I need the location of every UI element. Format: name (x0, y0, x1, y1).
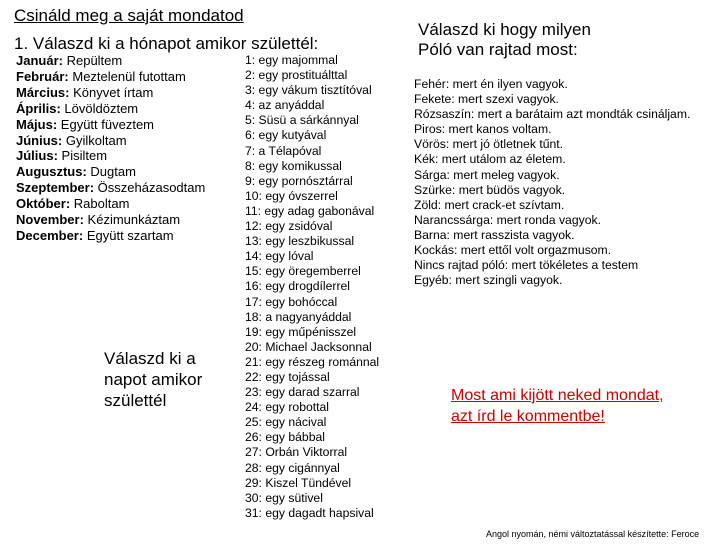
day-item: 25: egy nácival (245, 415, 327, 430)
days-heading-line: születtél (104, 391, 167, 410)
month-text: Lövöldöztem (64, 100, 139, 116)
month-label: Január: (16, 53, 63, 68)
shirts-list (414, 77, 690, 288)
day-item: 19: egy műpénisszel (245, 324, 357, 339)
shirt-heading (418, 20, 591, 60)
day-item: 18: a nagyanyáddal (245, 309, 352, 324)
result-line: azt írd le kommentbe! (451, 408, 605, 425)
month-item (16, 101, 205, 117)
shirt-item: Narancssárga: mert ronda vagyok. (414, 212, 601, 227)
day-item: 11: egy adag gabonával (245, 203, 375, 218)
day-item: 23: egy darad szarral (245, 385, 360, 400)
month-item (16, 85, 205, 101)
day-item: 28: egy cigánnyal (245, 460, 340, 475)
month-text: Kézimunkáztam (87, 212, 181, 228)
month-label: Szeptember: (16, 180, 95, 196)
day-item: 2: egy prostituálttal (245, 68, 348, 83)
month-text: Összeházasodtam (97, 180, 206, 196)
shirt-item: Rózsaszín: mert a barátaim azt mondták csináljam. (414, 107, 691, 122)
month-label: Augusztus: (16, 164, 87, 180)
months-heading: 1. Válaszd ki a hónapot amikor születtél: (14, 34, 319, 53)
month-item (16, 212, 205, 228)
day-item: 8: egy komikussal (245, 158, 342, 173)
day-item: 31: egy dagadt hapsival (245, 505, 374, 520)
days-heading-line: Válaszd ki a (104, 349, 196, 368)
day-item: 7: a Télapóval (245, 143, 322, 158)
shirt-heading-line: Póló van rajtad most: (418, 40, 578, 59)
shirt-item: Barna: mert rasszista vagyok. (414, 227, 575, 242)
month-text: Együtt füveztem (60, 116, 155, 132)
shirt-item: Fekete: mert szexi vagyok. (414, 92, 559, 107)
days-heading (104, 348, 202, 411)
day-item: 29: Kiszel Tündével (245, 475, 352, 490)
shirt-item: Kék: mert utálom az életem. (414, 152, 566, 167)
day-item: 6: egy kutyával (245, 128, 327, 143)
shirt-item: Vörös: mert jó ötletnek tűnt. (414, 137, 564, 152)
day-item: 9: egy pornósztárral (245, 173, 353, 188)
month-item (16, 53, 205, 69)
month-label: Június: (16, 132, 63, 148)
month-item (16, 164, 205, 180)
month-text: Dugtam (90, 164, 136, 180)
month-text: Raboltam (73, 196, 130, 212)
month-item (16, 148, 205, 164)
month-text: Meztelenül futottam (72, 68, 186, 84)
month-item (16, 228, 205, 244)
shirt-item: Piros: mert kanos voltam. (414, 122, 552, 137)
day-item: 10: egy óvszerrel (245, 188, 338, 203)
day-item: 20: Michael Jacksonnal (245, 339, 372, 354)
result-instruction (451, 385, 664, 427)
credit-note: Angol nyomán, némi változtatással készítette: Feroce (486, 529, 700, 539)
shirt-item: Kockás: mert ettől volt orgazmusom. (414, 243, 612, 258)
month-label: Május: (16, 116, 58, 132)
day-item: 4: az anyáddal (245, 98, 325, 113)
day-item: 24: egy robottal (245, 400, 330, 415)
months-list (16, 53, 205, 244)
month-text: Pisiltem (61, 148, 108, 164)
day-item: 14: egy lóval (245, 249, 314, 264)
month-item (16, 69, 205, 85)
day-item: 27: Orbán Viktorral (245, 445, 348, 460)
month-label: December: (16, 227, 84, 243)
month-text: Könyvet írtam (73, 84, 154, 100)
day-item: 22: egy tojással (245, 369, 330, 384)
shirt-item: Zöld: mert crack-et szívtam. (414, 197, 565, 212)
month-label: Október: (16, 196, 71, 212)
month-text: Gyilkoltam (65, 132, 127, 148)
month-item (16, 133, 205, 149)
month-text: Együtt szartam (86, 227, 174, 243)
shirt-item: Fehér: mert én ilyen vagyok. (414, 77, 568, 91)
month-label: Március: (16, 84, 70, 100)
day-item: 17: egy bohóccal (245, 294, 338, 309)
day-item: 16: egy drogdílerrel (245, 279, 351, 294)
result-line: Most ami kijött neked mondat, (451, 387, 664, 404)
page-title: Csináld meg a saját mondatod (14, 6, 244, 25)
shirt-item: Sárga: mert meleg vagyok. (414, 167, 560, 182)
shirt-item: Szürke: mert büdös vagyok. (414, 182, 566, 197)
month-text: Repültem (66, 53, 123, 68)
day-item: 21: egy részeg románnal (245, 354, 380, 369)
days-heading-line: napot amikor (104, 370, 203, 389)
day-item: 1: egy majommal (245, 53, 338, 67)
day-item: 12: egy zsidóval (245, 219, 333, 234)
day-item: 13: egy leszbikussal (245, 234, 355, 249)
month-label: Július: (16, 148, 58, 164)
month-item (16, 180, 205, 196)
day-item: 26: egy bábbal (245, 430, 325, 445)
day-item: 30: egy sütivel (245, 490, 323, 505)
month-label: November: (16, 212, 84, 228)
shirt-item: Nincs rajtad póló: mert tökéletes a testem (414, 258, 639, 273)
month-item (16, 117, 205, 133)
shirt-item: Egyéb: mert szingli vagyok. (414, 273, 563, 288)
days-list (245, 53, 379, 521)
day-item: 3: egy vákum tisztítóval (245, 83, 372, 98)
month-item (16, 196, 205, 212)
day-item: 15: egy öregemberrel (245, 264, 361, 279)
month-label: Február: (16, 68, 69, 84)
shirt-heading-line: Válaszd ki hogy milyen (418, 20, 591, 39)
day-item: 5: Süsü a sárkánnyal (245, 113, 359, 128)
month-label: Április: (16, 100, 61, 116)
